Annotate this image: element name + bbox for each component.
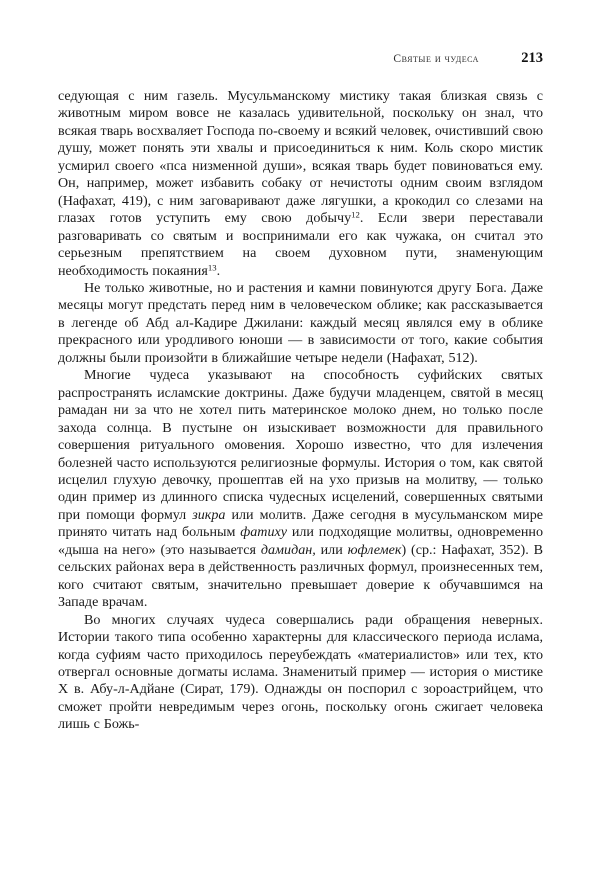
paragraph-p1 [58, 88, 543, 280]
text-run: . Если звери переставали разговаривать со святым и воспринимали его как чужака, он считал это серьезным препятствием на своем духовном пути, знаменующим необходимость покаяния [58, 210, 543, 279]
text-run: Во многих случаях чудеса совершались ради обращения неверных. Истории такого типа особенно характерны для классического периода ислама, когда суфиям часто приходилось переубеждать «материалистов» или тех, кто отвергал основные догматы ислама. Знаменитый пример — история о мистике X в. Абу-л-Адйане (Сират, 179). Однажды он поспорил с зороастрийцем, что сможет пройти невредимым через огонь, поскольку огонь сжигает человека лишь с Божь- [58, 611, 543, 733]
text-run: Не только животные, но и растения и камни повинуются другу Бога. Даже месяцы могут предстать перед ним в человеческом облике; как рассказывается в легенде об Абд ал-Кадире Джилани: каждый месяц являлся ему в облике прекрасного или уродливого юноши — в зависимости от того, какие события должны были произойти в ближайшие четыре недели (Нафахат, 512). [58, 279, 543, 366]
text-run: седующая с ним газель. Мусульманскому мистику такая близкая связь с животным миром вовсе не казалась удивительной, поскольку он знал, что всякая тварь восхваляет Господа по-своему и всякий человек, очистивший свою душу, может понять эти хвалы и присоединиться к ним. Коль скоро мистик усмирил своего «пса низменной души», всякая тварь будет повиноваться ему. Он, например, может избавить собаку от нечистоты одним своим взглядом (Нафахат, 419), с ним заговаривают даже лягушки, а крокодил со слезами на глазах готов уступить ему свою добычу [58, 88, 543, 227]
paragraph-p4 [58, 612, 543, 734]
text-run: или [315, 541, 348, 558]
italic-term: дамидан, [260, 541, 316, 558]
text-run: . [216, 262, 221, 279]
text-run: или молитв. Даже сегодня в мусульманском мире принято читать над больным [58, 506, 543, 541]
text-run: или подходящие молитвы, одновременно «дыша на него» (это называется [58, 524, 543, 558]
paragraph-p2 [58, 280, 543, 367]
italic-term: зикра [192, 506, 226, 523]
page-number: 213 [521, 50, 543, 66]
italic-term: юфлемек [347, 541, 402, 558]
running-head-title: Святые и чудеса [393, 53, 479, 65]
running-head [58, 50, 543, 70]
body-text-block [58, 88, 543, 734]
italic-term: фатиху [240, 524, 288, 541]
footnote-marker: 13 [207, 262, 217, 272]
footnote-marker: 12 [351, 209, 360, 220]
text-run: Многие чудеса указывают на способность суфийских святых распространять исламские доктрины. Даже будучи младенцем, святой в месяц рамадан ни за что не хотел пить материнское молоко днем, но только после захода солнца. В пустыне он изыскивает возможности для правильного совершения ритуального омовения. Хорошо известно, что для излечения болезней часто используются религиозные формулы. История о том, как святой исцелил глухую девочку, прошептав ей на ухо призыв на молитву, — только один пример из длинного списка чудесных исцелений, совершенных святыми при помощи формул [58, 367, 543, 523]
paragraph-p3 [58, 367, 543, 611]
text-run: ) (ср.: Нафахат, 352). В сельских районах вера в действенность различных формул, произнесенных тем, кого считают святым, значительно превышает доверие к обучавшимся на Западе врачам. [58, 541, 543, 611]
